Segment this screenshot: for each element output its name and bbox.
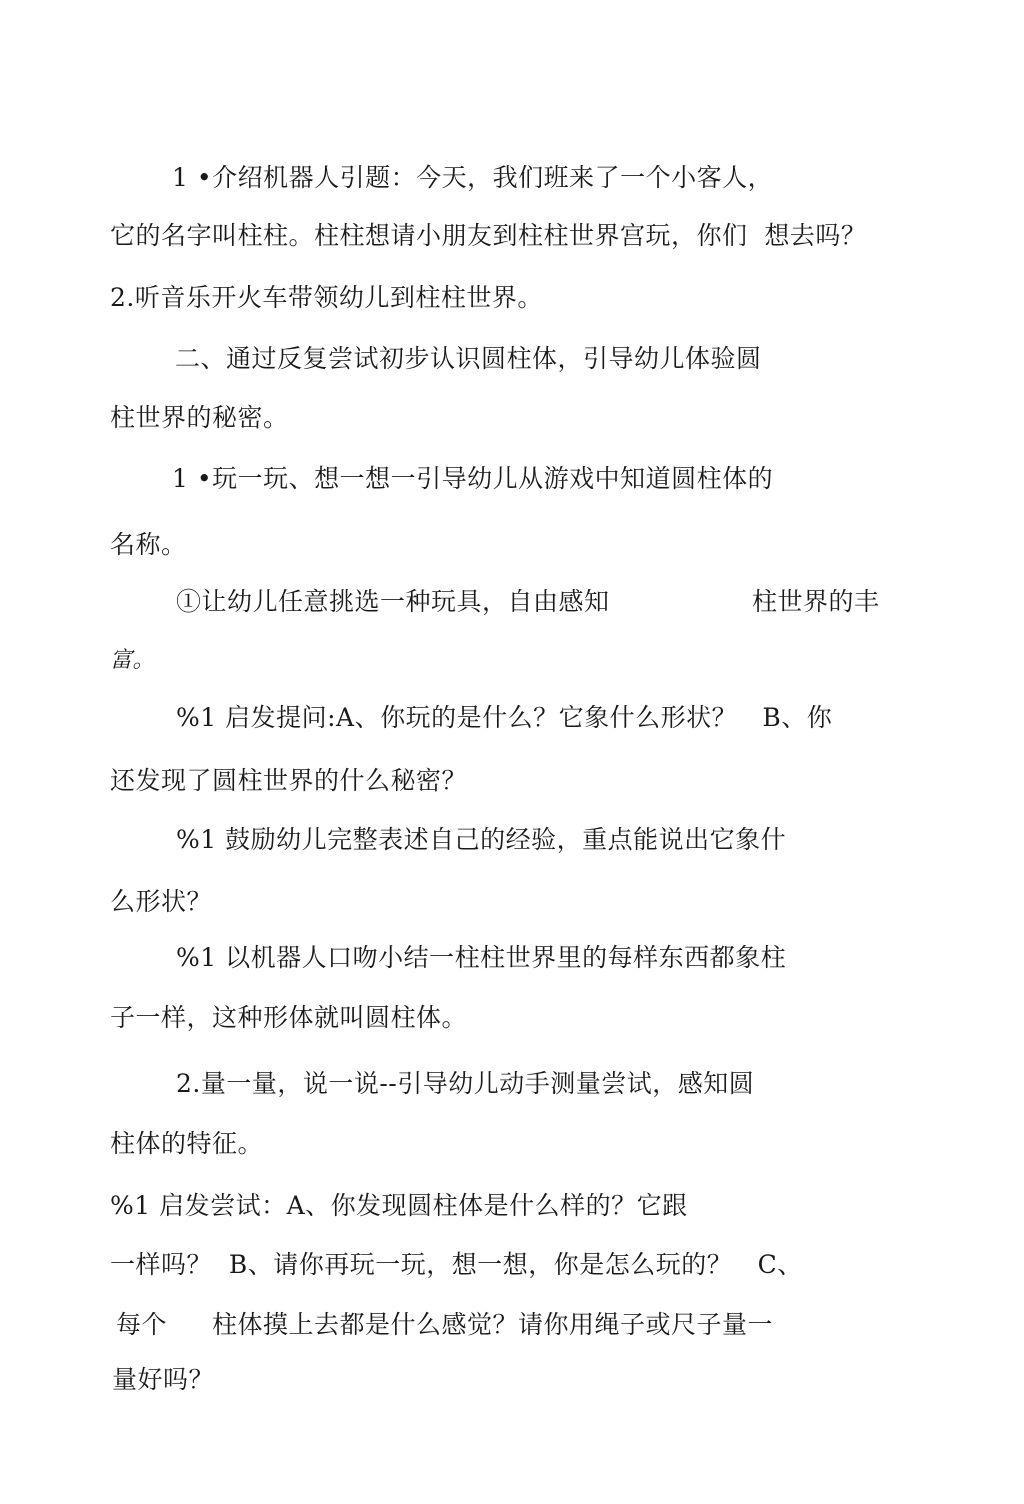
text-line-2: 它的名字叫柱柱。柱柱想请小朋友到柱柱世界宫玩，你们 想去吗？ [110,221,867,250]
text-line-21: 量好吗？ [112,1365,215,1394]
text-line-9: 富。 [110,648,156,673]
text-line-5: 柱世界的秘密。 [110,403,289,432]
text-line-4: 二、通过反复尝试初步认识圆柱体，引导幼儿体验圆 [175,344,762,373]
text-line-1: 1 •介绍机器人引题：今天，我们班来了一个小客人， [172,163,774,192]
text-line-15: 子一样，这种形体就叫圆柱体。 [110,1003,468,1032]
text-line-20b: 柱体摸上去都是什么感觉？请你用绳子或尺子量一 [212,1310,774,1339]
text-line-19: 一样吗？ B、请你再玩一玩，想一想，你是怎么玩的？ C、 [110,1250,803,1279]
text-line-14: %1 以机器人口吻小结一柱柱世界里的每样东西都象柱 [176,943,787,972]
text-line-16: 2.量一量，说一说--引导幼儿动手测量尝试，感知圆 [176,1069,755,1098]
text-line-11: 还发现了圆柱世界的什么秘密？ [110,766,468,795]
text-line-3: 2.听音乐开火车带领幼儿到柱柱世界。 [110,283,543,312]
text-line-7: 名称。 [110,530,187,559]
text-line-6: 1 •玩一玩、想一想一引导幼儿从游戏中知道圆柱体的 [172,464,774,493]
text-line-8a: ①让幼儿任意挑选一种玩具，自由感知 [176,587,610,616]
text-line-8b: 柱世界的丰 [752,587,880,616]
text-line-20a: 每个 [116,1310,168,1339]
text-line-10: %1 启发提问:A、你玩的是什么？它象什么形状？ B、你 [176,703,833,732]
text-line-13: 么形状？ [110,887,213,916]
text-line-18: %1 启发尝试：A、你发现圆柱体是什么样的？它跟 [110,1191,688,1220]
text-line-17: 柱体的特征。 [110,1129,264,1158]
text-line-12: %1 鼓励幼儿完整表述自己的经验，重点能说出它象什 [176,825,787,854]
